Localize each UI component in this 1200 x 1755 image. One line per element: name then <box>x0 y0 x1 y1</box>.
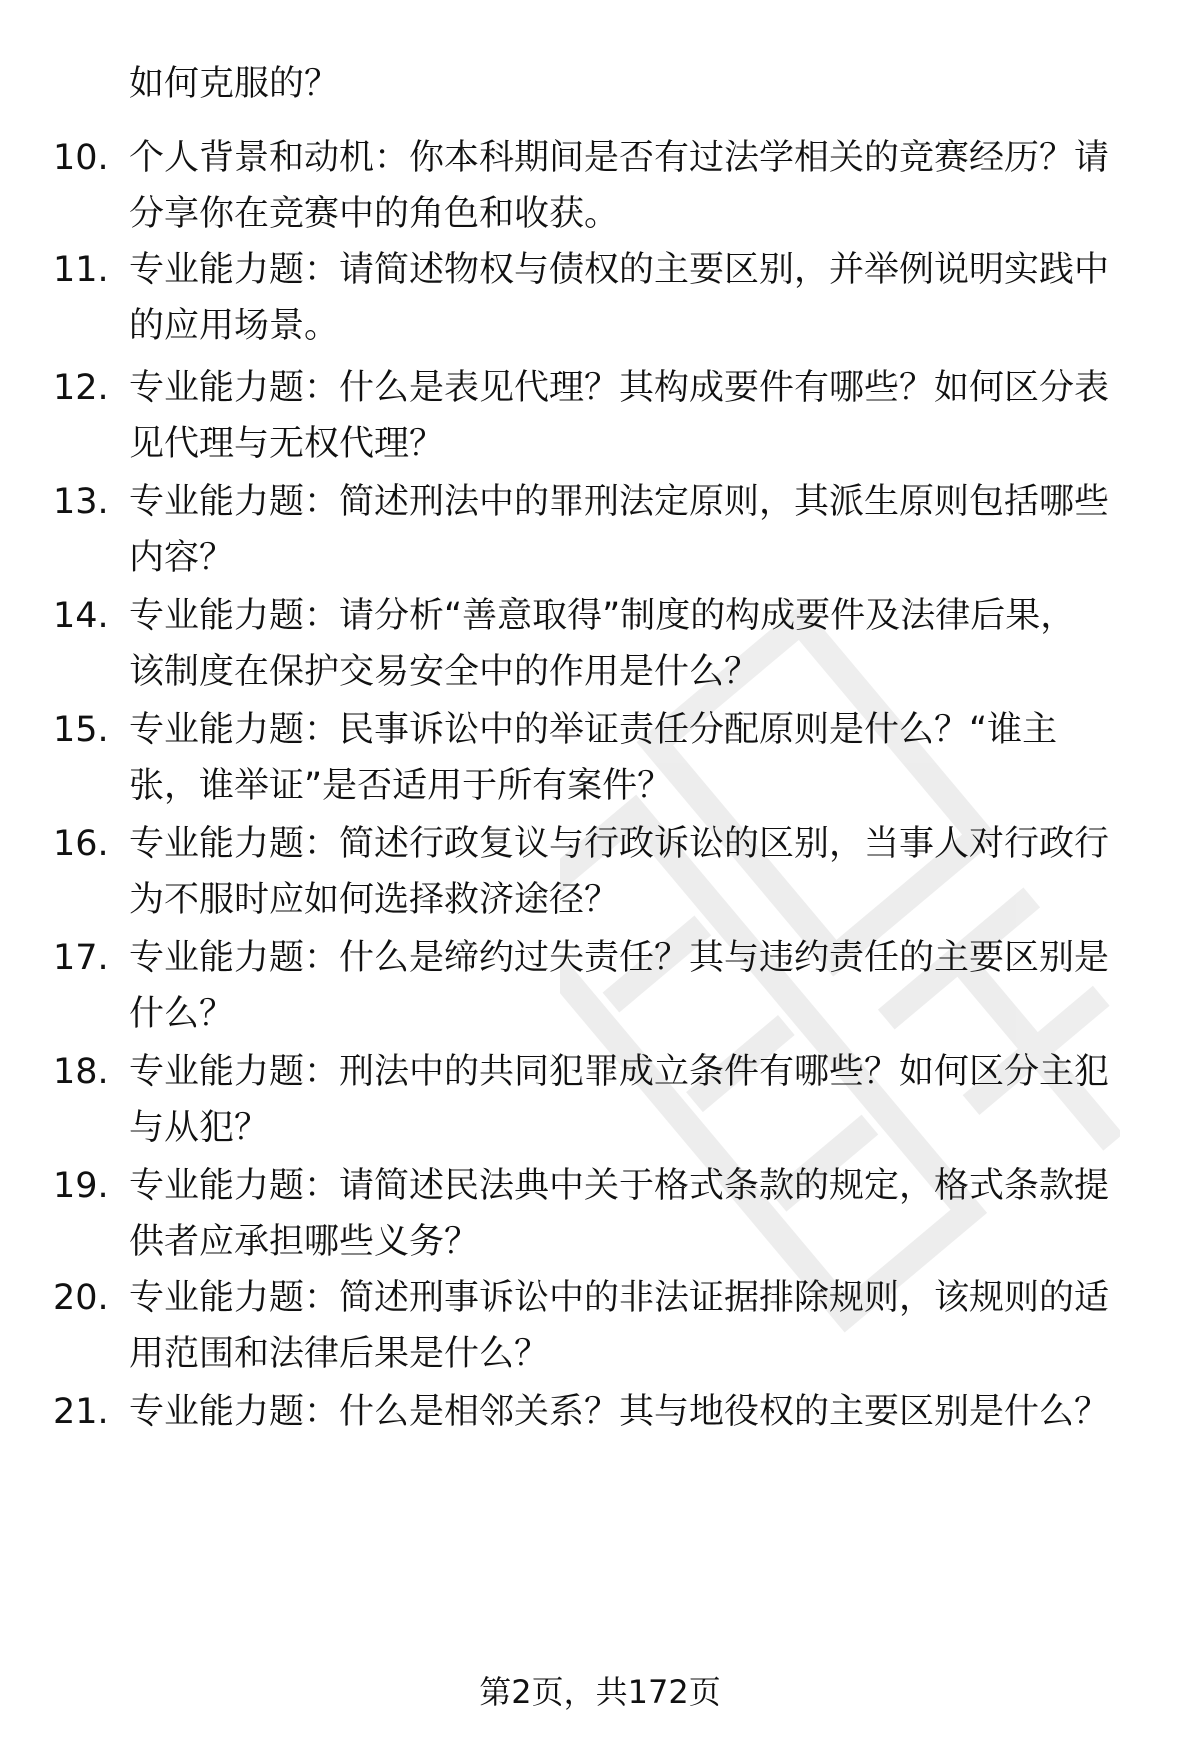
question-text-line: 什么？ <box>129 994 235 1034</box>
question-number: 18. <box>53 1052 109 1092</box>
question-text-line: 张，谁举证”是否适用于所有案件？ <box>129 766 673 806</box>
question-text-line: 的应用场景。 <box>129 306 340 346</box>
question-number: 21. <box>53 1392 109 1432</box>
question-text-line: 专业能力题：简述行政复议与行政诉讼的区别，当事人对行政行 <box>129 824 1110 864</box>
question-number: 16. <box>53 824 109 864</box>
question-text-line: 专业能力题：简述刑事诉讼中的非法证据排除规则，该规则的适 <box>129 1278 1110 1318</box>
question-number: 13. <box>53 482 109 522</box>
question-number: 20. <box>53 1278 109 1318</box>
question-number: 17. <box>53 938 109 978</box>
question-number: 14. <box>53 596 109 636</box>
question-text-line: 为不服时应如何选择救济途径？ <box>129 880 620 920</box>
question-text-line: 个人背景和动机：你本科期间是否有过法学相关的竞赛经历？请 <box>129 138 1110 178</box>
question-text-line: 专业能力题：请简述物权与债权的主要区别，并举例说明实践中 <box>129 250 1110 290</box>
question-text-line: 内容？ <box>129 538 235 578</box>
question-text-line: 用范围和法律后果是什么？ <box>129 1334 550 1374</box>
question-text-line: 该制度在保护交易安全中的作用是什么？ <box>129 652 760 692</box>
question-number: 11. <box>53 250 109 290</box>
continued-question-text: 如何克服的？ <box>129 64 340 104</box>
page-number-footer: 第2页，共172页 <box>479 1673 721 1711</box>
question-number: 15. <box>53 710 109 750</box>
question-number: 10. <box>53 138 109 178</box>
question-text-line: 分享你在竞赛中的角色和收获。 <box>129 194 620 234</box>
question-text-line: 专业能力题：简述刑法中的罪刑法定原则，其派生原则包括哪些 <box>129 482 1110 522</box>
question-text-line: 专业能力题：什么是缔约过失责任？其与违约责任的主要区别是 <box>129 938 1110 978</box>
question-text-line: 供者应承担哪些义务？ <box>129 1222 480 1262</box>
question-text-line: 专业能力题：民事诉讼中的举证责任分配原则是什么？“谁主 <box>129 710 1058 750</box>
question-text-line: 专业能力题：什么是表见代理？其构成要件有哪些？如何区分表 <box>129 368 1110 408</box>
question-number: 12. <box>53 368 109 408</box>
question-text-line: 专业能力题：什么是相邻关系？其与地役权的主要区别是什么？ <box>129 1392 1110 1432</box>
question-text-line: 专业能力题：请简述民法典中关于格式条款的规定，格式条款提 <box>129 1166 1110 1206</box>
question-text-line: 与从犯？ <box>129 1108 270 1148</box>
question-text-line: 见代理与无权代理？ <box>129 424 445 464</box>
question-number: 19. <box>53 1166 109 1206</box>
question-text-line: 专业能力题：请分析“善意取得”制度的构成要件及法律后果， <box>129 596 1076 636</box>
question-text-line: 专业能力题：刑法中的共同犯罪成立条件有哪些？如何区分主犯 <box>129 1052 1110 1092</box>
